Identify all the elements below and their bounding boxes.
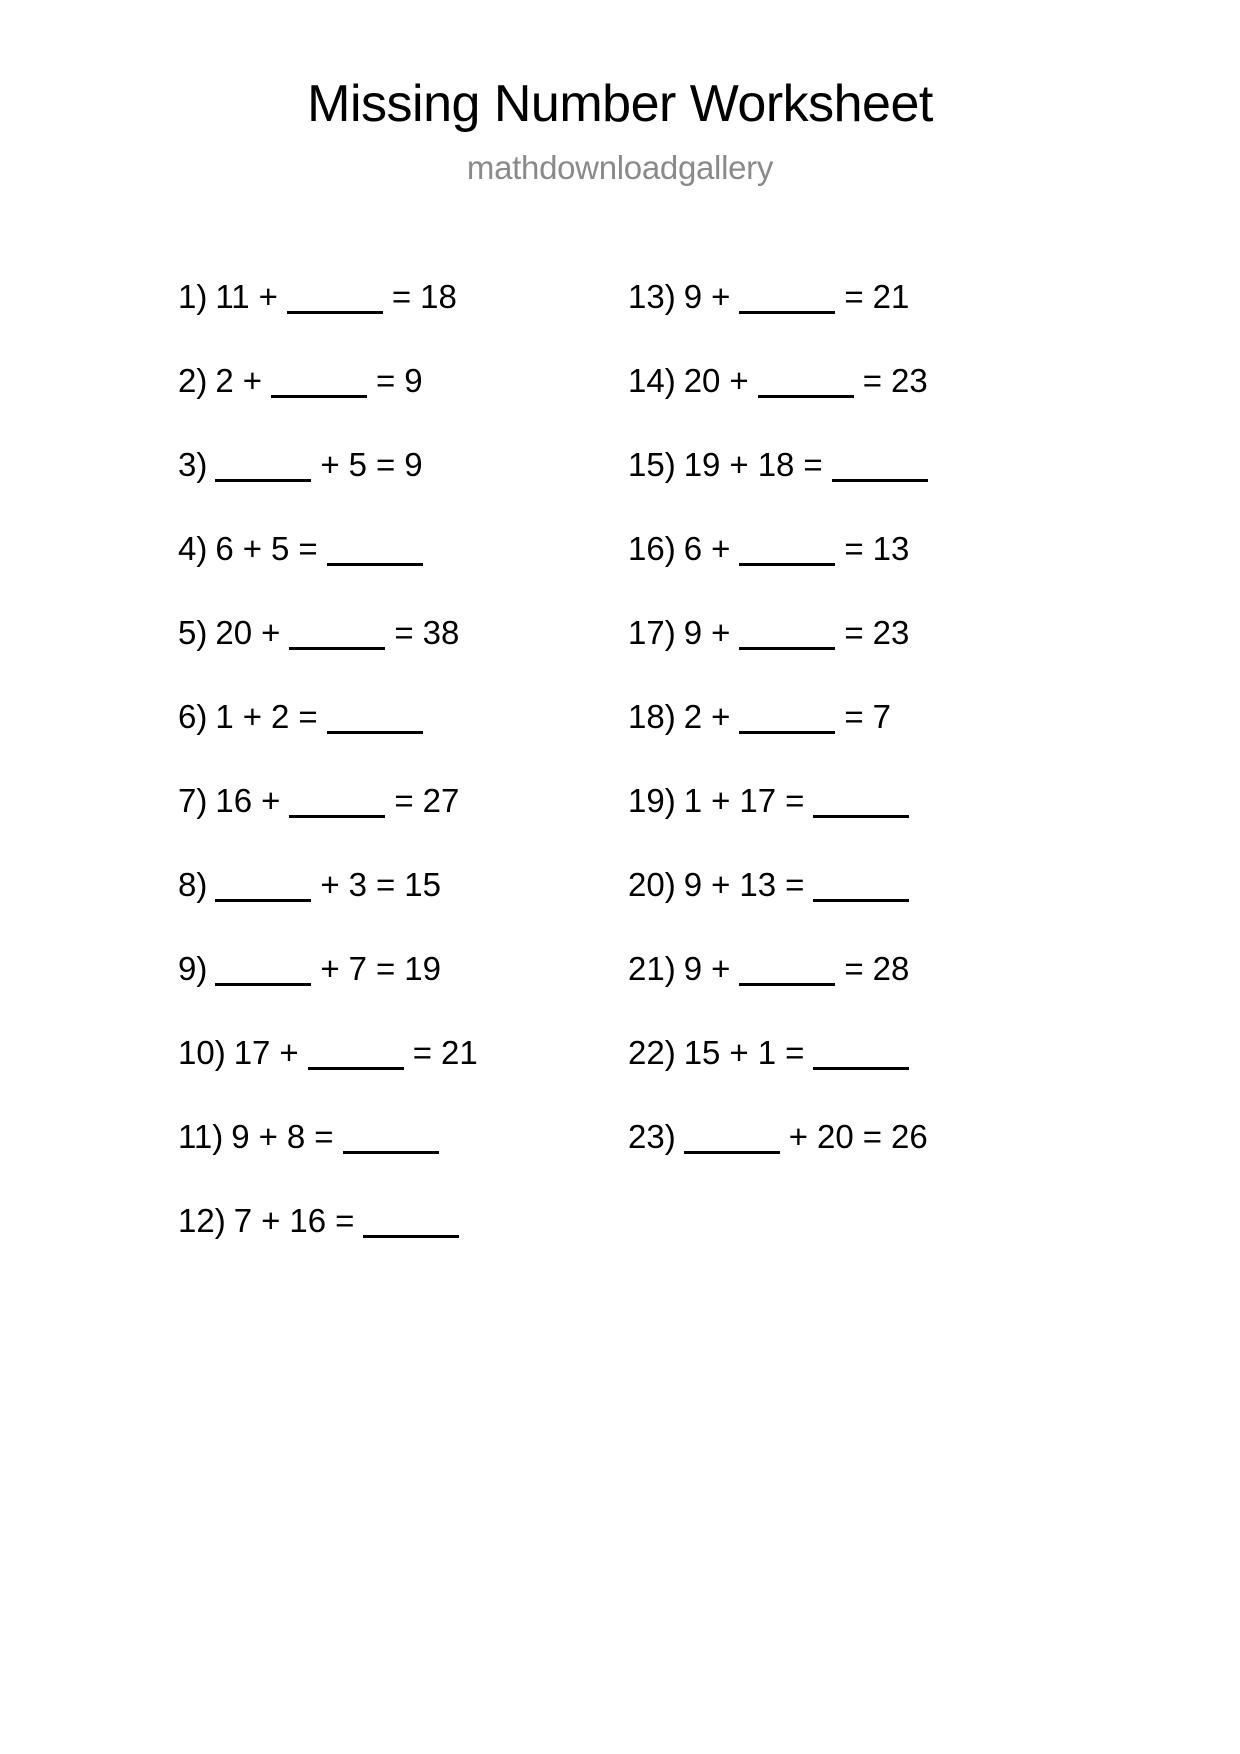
answer-blank[interactable] xyxy=(327,705,423,734)
problem-token: 9 xyxy=(683,614,703,651)
problem-token: = xyxy=(298,530,318,567)
problem-token: + xyxy=(729,1034,749,1071)
problem-token: + xyxy=(258,1118,278,1155)
problem-token: + xyxy=(261,782,281,819)
problem-token: + xyxy=(242,362,262,399)
answer-blank[interactable] xyxy=(289,621,385,650)
problem-item xyxy=(178,867,628,951)
problem-item xyxy=(628,615,1078,699)
problem-item xyxy=(628,531,1078,615)
problem-token: 18 xyxy=(757,446,795,483)
problem-number: 1) xyxy=(178,278,208,315)
problem-token: 13 xyxy=(872,530,910,567)
worksheet-subtitle: mathdownloadgallery xyxy=(466,149,774,186)
answer-blank[interactable] xyxy=(289,789,385,818)
answer-blank[interactable] xyxy=(739,621,835,650)
problem-item xyxy=(178,951,628,1035)
problem-number: 4) xyxy=(178,530,208,567)
problem-token: = xyxy=(844,950,864,987)
problem-token: + xyxy=(242,698,262,735)
problem-number: 23) xyxy=(628,1118,676,1155)
problem-token: + xyxy=(320,446,340,483)
problem-number: 22) xyxy=(628,1034,676,1071)
problem-token: 7 xyxy=(233,1202,253,1239)
problem-token: 2 xyxy=(215,362,234,399)
answer-blank[interactable] xyxy=(739,957,835,986)
problem-item xyxy=(178,279,628,363)
problem-number: 2) xyxy=(178,362,208,399)
problem-number: 8) xyxy=(178,866,208,903)
answer-blank[interactable] xyxy=(215,453,311,482)
problem-token: + xyxy=(279,1034,299,1071)
problem-token: = xyxy=(314,1118,334,1155)
answer-blank[interactable] xyxy=(813,1041,909,1070)
problem-number: 13) xyxy=(628,278,676,315)
problem-token: = xyxy=(375,950,396,987)
problem-token: 15 xyxy=(404,866,441,903)
answer-blank[interactable] xyxy=(813,789,909,818)
problem-token: + xyxy=(711,782,731,819)
problem-token: 28 xyxy=(872,950,910,987)
problem-token: 5 xyxy=(348,446,367,483)
problem-token: = xyxy=(803,446,823,483)
problem-token: + xyxy=(711,278,731,315)
problem-token: 9 xyxy=(231,1118,250,1155)
problem-token: 20 xyxy=(215,614,253,651)
problem-token: = xyxy=(375,362,396,399)
problem-token: + xyxy=(261,1202,281,1239)
problem-item xyxy=(178,1119,628,1203)
problem-token: = xyxy=(391,278,412,315)
problem-token: = xyxy=(862,362,882,399)
problem-item xyxy=(178,531,628,615)
problem-token: = xyxy=(844,278,864,315)
problem-token: 15 xyxy=(683,1034,721,1071)
problem-number: 11) xyxy=(178,1118,224,1155)
problem-token: 13 xyxy=(739,866,777,903)
problem-token: 17 xyxy=(233,1034,271,1071)
problem-token: 19 xyxy=(404,950,441,987)
problem-token: + xyxy=(711,866,731,903)
problem-token: = xyxy=(394,782,414,819)
problem-token: = xyxy=(412,1034,432,1071)
answer-blank[interactable] xyxy=(215,873,311,902)
problem-number: 21) xyxy=(628,950,676,987)
problem-number: 18) xyxy=(628,698,676,735)
problem-number: 17) xyxy=(628,614,676,651)
problem-number: 15) xyxy=(628,446,676,483)
problem-item xyxy=(178,1203,628,1287)
problem-token: 20 xyxy=(683,362,721,399)
answer-blank[interactable] xyxy=(271,369,367,398)
problem-token: 11 xyxy=(215,278,250,315)
problem-token: 9 xyxy=(404,446,423,483)
worksheet-header xyxy=(0,0,1240,187)
problem-token: 1 xyxy=(757,1034,777,1071)
problem-token: = xyxy=(335,1202,355,1239)
answer-blank[interactable] xyxy=(287,285,383,314)
problem-token: = xyxy=(394,614,414,651)
problem-token: 8 xyxy=(286,1118,306,1155)
problem-token: = xyxy=(375,866,396,903)
problem-number: 9) xyxy=(178,950,208,987)
problem-token: + xyxy=(711,530,731,567)
problem-number: 10) xyxy=(178,1034,226,1071)
problem-token: = xyxy=(844,530,864,567)
problem-item xyxy=(628,783,1078,867)
problem-item xyxy=(178,363,628,447)
problem-token: = xyxy=(844,698,864,735)
problem-token: + xyxy=(711,698,731,735)
answer-blank[interactable] xyxy=(758,369,854,398)
problem-item xyxy=(628,867,1078,951)
problem-token: 7 xyxy=(348,950,367,987)
problem-token: 16 xyxy=(215,782,253,819)
answer-blank[interactable] xyxy=(739,285,835,314)
problem-item xyxy=(178,783,628,867)
problem-item xyxy=(178,699,628,783)
problem-token: 7 xyxy=(872,698,891,735)
answer-blank[interactable] xyxy=(215,957,311,986)
problem-token: 9 xyxy=(683,866,703,903)
answer-blank[interactable] xyxy=(343,1125,439,1154)
problem-number: 5) xyxy=(178,614,208,651)
answer-blank[interactable] xyxy=(739,705,835,734)
problem-token: 21 xyxy=(440,1034,478,1071)
problem-token: + xyxy=(320,866,340,903)
answer-blank[interactable] xyxy=(363,1209,459,1238)
answer-blank[interactable] xyxy=(739,537,835,566)
problem-item xyxy=(628,447,1078,531)
answer-blank[interactable] xyxy=(813,873,909,902)
problem-number: 19) xyxy=(628,782,676,819)
problem-token: 18 xyxy=(420,278,457,315)
problem-token: + xyxy=(258,278,278,315)
problem-number: 12) xyxy=(178,1202,226,1239)
problem-item xyxy=(178,615,628,699)
problem-number: 3) xyxy=(178,446,208,483)
problem-token: = xyxy=(844,614,864,651)
problem-token: + xyxy=(242,530,262,567)
answer-blank[interactable] xyxy=(684,1125,780,1154)
problem-number: 20) xyxy=(628,866,676,903)
problem-token: + xyxy=(261,614,281,651)
problem-token: 9 xyxy=(683,950,703,987)
problem-token: 9 xyxy=(683,278,703,315)
problem-number: 16) xyxy=(628,530,676,567)
problem-token: + xyxy=(320,950,340,987)
problem-item xyxy=(628,363,1078,447)
problem-token: = xyxy=(785,782,805,819)
problem-token: 5 xyxy=(270,530,290,567)
problem-token: 1 xyxy=(683,782,703,819)
problem-token: 16 xyxy=(289,1202,327,1239)
page-title: Missing Number Worksheet xyxy=(307,75,933,133)
problem-column-right xyxy=(628,279,1078,1287)
problem-token: 21 xyxy=(872,278,910,315)
problem-token: 3 xyxy=(348,866,367,903)
problem-columns xyxy=(0,279,1240,1287)
problem-item xyxy=(628,1119,1078,1203)
problem-token: = xyxy=(298,698,318,735)
problem-token: + xyxy=(788,1118,808,1155)
problem-item xyxy=(178,447,628,531)
problem-token: 23 xyxy=(890,362,928,399)
problem-token: 2 xyxy=(270,698,290,735)
answer-blank[interactable] xyxy=(832,453,928,482)
problem-token: 2 xyxy=(683,698,703,735)
problem-token: + xyxy=(729,446,749,483)
problem-number: 14) xyxy=(628,362,676,399)
problem-token: 20 xyxy=(816,1118,854,1155)
problem-item xyxy=(178,1035,628,1119)
problem-token: 23 xyxy=(872,614,910,651)
problem-token: = xyxy=(862,1118,882,1155)
problem-number: 6) xyxy=(178,698,208,735)
problem-token: + xyxy=(711,614,731,651)
problem-token: = xyxy=(375,446,396,483)
problem-item xyxy=(628,279,1078,363)
problem-item xyxy=(628,1035,1078,1119)
problem-item xyxy=(628,951,1078,1035)
problem-token: 19 xyxy=(683,446,721,483)
problem-number: 7) xyxy=(178,782,208,819)
problem-token: 17 xyxy=(739,782,777,819)
problem-token: 6 xyxy=(215,530,234,567)
problem-item xyxy=(628,699,1078,783)
problem-column-left xyxy=(178,279,628,1287)
problem-token: + xyxy=(711,950,731,987)
problem-token: 26 xyxy=(890,1118,928,1155)
problem-token: = xyxy=(785,1034,805,1071)
problem-token: + xyxy=(729,362,749,399)
problem-token: 1 xyxy=(215,698,234,735)
problem-token: 38 xyxy=(422,614,460,651)
problem-token: 27 xyxy=(422,782,460,819)
answer-blank[interactable] xyxy=(327,537,423,566)
answer-blank[interactable] xyxy=(308,1041,404,1070)
problem-token: = xyxy=(785,866,805,903)
problem-token: 6 xyxy=(683,530,703,567)
problem-token: 9 xyxy=(404,362,423,399)
